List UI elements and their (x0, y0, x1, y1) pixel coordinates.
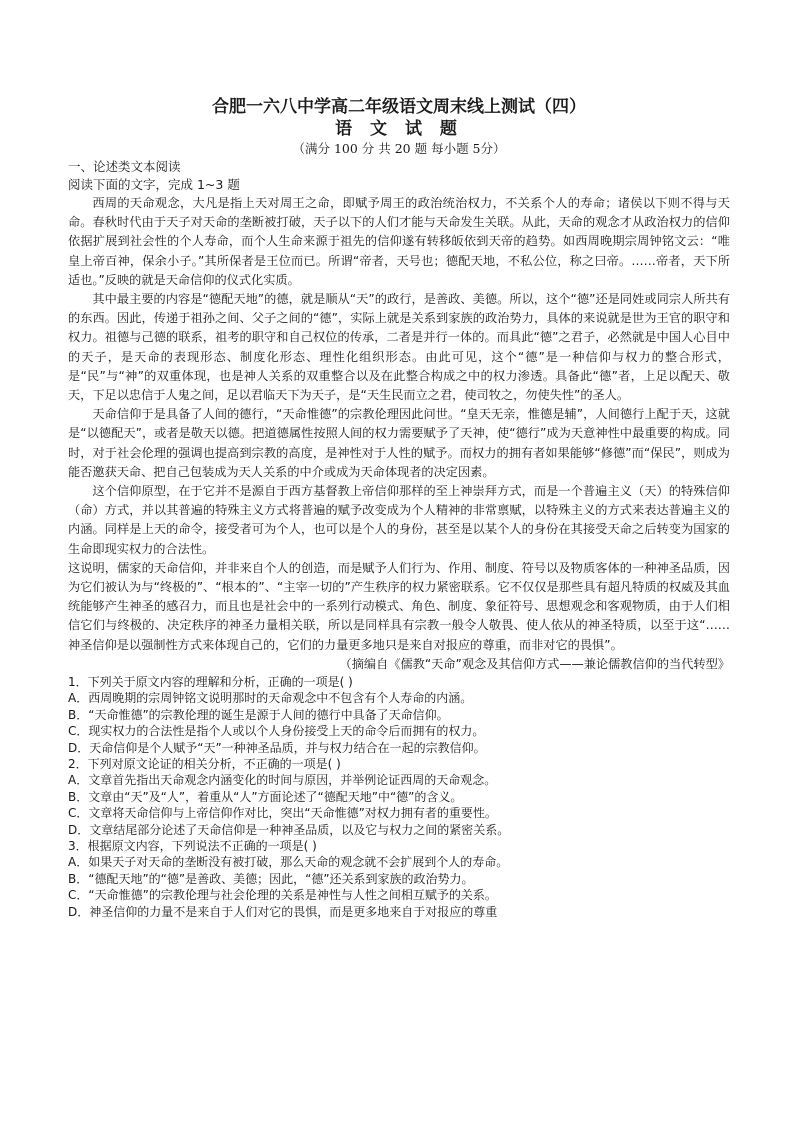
question-stem: 2．下列对原文论证的相关分析，不正确的一项是( ) (68, 756, 341, 771)
exam-subtitle: 语 文 试 题 (335, 119, 463, 139)
reading-instruction: 阅读下面的文字，完成 1~3 题 (68, 177, 240, 192)
exam-page (68, 96, 730, 920)
option-c: C．“天命惟德”的宗教伦理与社会伦理的关系是神性与人性之间相互赋予的关系。 (68, 888, 497, 903)
option-b: B．“天命惟德”的宗教伦理的诞生是源于人间的德行中具备了天命信仰。 (68, 707, 449, 722)
option-a: A．西周晚期的宗周钟铭文说明那时的天命观念中不包含有个人寿命的内涵。 (68, 691, 473, 706)
passage-paragraph-5: 这说明，儒家的天命信仰，并非来自个人的创造，而是赋予人们行为、作用、制度、符号以及物质客体的一种神圣品质，因为它们被认为与“终极的”、“根本的”、“主宰一切的”产生秩序的权力紧密联系。它不仅仅是那些具有超凡特质的权威及其血统能够产生神圣的感召力，而且也是社会中的一系列行动模式、角色、制度、象征符号、思想观念和客观物质，由于人们相信它们与终极的、决定秩序的神圣力量相关联，所以是同样具有宗教一般令人敬畏、使人依从的神圣特质，以至于这“……神圣信仰是以强制性方式来体现自己的，它们的力量更多地只是来自对报应的尊重，而非对它的畏惧”。 (68, 560, 730, 652)
passage-source: （摘编自《儒教“天命”观念及其信仰方式——兼论儒教信仰的当代转型》 (339, 656, 730, 671)
option-b: B．“德配天地”的“德”是善政、美德；因此，“德”还关系到家族的政治势力。 (68, 871, 474, 886)
option-b: B．文章由“天”及“人”，着重从“人”方面论述了“德配天地”中“德”的含义。 (68, 789, 463, 804)
exam-meta: （满分 100 分 共 20 题 每小题 5分） (292, 141, 506, 156)
question-stem: 1．下列关于原文内容的理解和分析，正确的一项是( ) (68, 674, 353, 689)
option-a: A．如果天子对天命的垄断没有被打破，那么天命的观念就不会扩展到个人的寿命。 (68, 855, 509, 870)
passage-paragraph-3: 天命信仰于是具备了人间的德行，“天命惟德”的宗教伦理因此问世。“皇天无亲，惟德是辅”，人间德行上配于天，这就是“以德配天”，或者是敬天以德。把道德属性按照人间的权力需要赋予了天神，使“德行”成为天意神性中最重要的构成。同时，对于社会伦理的强调也提高到宗教的高度，是神性对于人性的赋予。而权力的拥有者如果能够“修德”而“保民”，则成为能否邀获天命、把自己包装成为天人关系的中介或成为天命体现者的决定因素。 (68, 407, 730, 479)
passage-paragraph-4: 这个信仰原型，在于它并不是源自于西方基督教上帝信仰那样的至上神崇拜方式，而是一个普遍主义（天）的特殊信仰（命）方式，并以其普遍的特殊主义方式将普遍的赋予改变成为个人精神的非常禀赋，以特殊主义的方式来表达普遍主义的内涵。同样是上天的命令，接受者可为个人，也可以是个人的身份，甚至是以某个人的身份在其接受天命之后转变为国家的生命即现实权力的合法性。 (68, 484, 730, 556)
option-d: D．文章结尾部分论述了天命信仰是一种神圣品质，以及它与权力之间的紧密关系。 (68, 822, 510, 837)
question-stem: 3．根据原文内容，下列说法不正确的一项是( ) (68, 838, 317, 853)
question-2 (68, 756, 730, 838)
option-d: D．天命信仰是个人赋予“天”一种神圣品质，并与权力结合在一起的宗教信仰。 (68, 740, 486, 755)
question-3 (68, 838, 730, 920)
passage-paragraph-1: 西周的天命观念，大凡是指上天对周王之命，即赋予周王的政治统治权力，不关系个人的寿命；诸侯以下则不得与天命。春秋时代由于天子对天命的垄断被打破，天子以下的人们才能与天命发生关联。从此，天命的观念才从政治权力的信仰依据扩展到社会性的个人寿命，而个人生命来源于祖先的信仰遂有转移皈依到天帝的趋势。如西周晚期宗周钟铭文云：“唯皇上帝百神，保余小子。”其所保者是王位而已。所谓“帝者，天号也；德配天地，不私公位，称之曰帝。……帝者，天下所适也。”反映的就是天命信仰的仪式化实质。 (68, 196, 730, 287)
option-c: C．现实权力的合法性是指个人或以个人身份接受上天的命令后而拥有的权力。 (68, 724, 485, 739)
question-1 (68, 674, 730, 756)
option-d: D．神圣信仰的力量不是来自于人们对它的畏惧，而是更多地来自于对报应的尊重 (68, 904, 498, 919)
section-heading: 一、论述类文本阅读 (68, 159, 181, 174)
passage-paragraph-2: 其中最主要的内容是“德配天地”的德，就是顺从“天”的政行，是善政、美德。所以，这个“德”还是同姓或同宗人所共有的东西。因此，传递于祖孙之间、父子之间的“德”，实际上就是关系到家族的政治势力，具体的来说就是世为王官的职守和权力。祖德与己德的联系，祖考的职守和自己权位的传承，二者是并行一体的。而具此“德”之君子，必然就是中国人心目中的天子，是天命的表现形态、制度化形态、理性化组织形态。由此可见，这个“德”是一种信仰与权力的整合形式，是“民”与“神”的双重体现，也是神人关系的双重整合以及在此整合构成之中的权力渗透。具备此“德”者，上足以配天、敬天，下足以忠信于人鬼之间，足以君临天下为天子，是“天生民而立之君，使司牧之，勿使失性”的圣人。 (68, 292, 730, 403)
exam-title: 合肥一六八中学高二年级语文周末线上测试（四） (212, 97, 586, 117)
option-a: A．文章首先指出天命观念内涵变化的时间与原因，并举例论证西周的天命观念。 (68, 773, 497, 788)
option-c: C．文章将天命信仰与上帝信仰作对比，突出“天命惟德”对权力拥有者的重要性。 (68, 806, 497, 821)
